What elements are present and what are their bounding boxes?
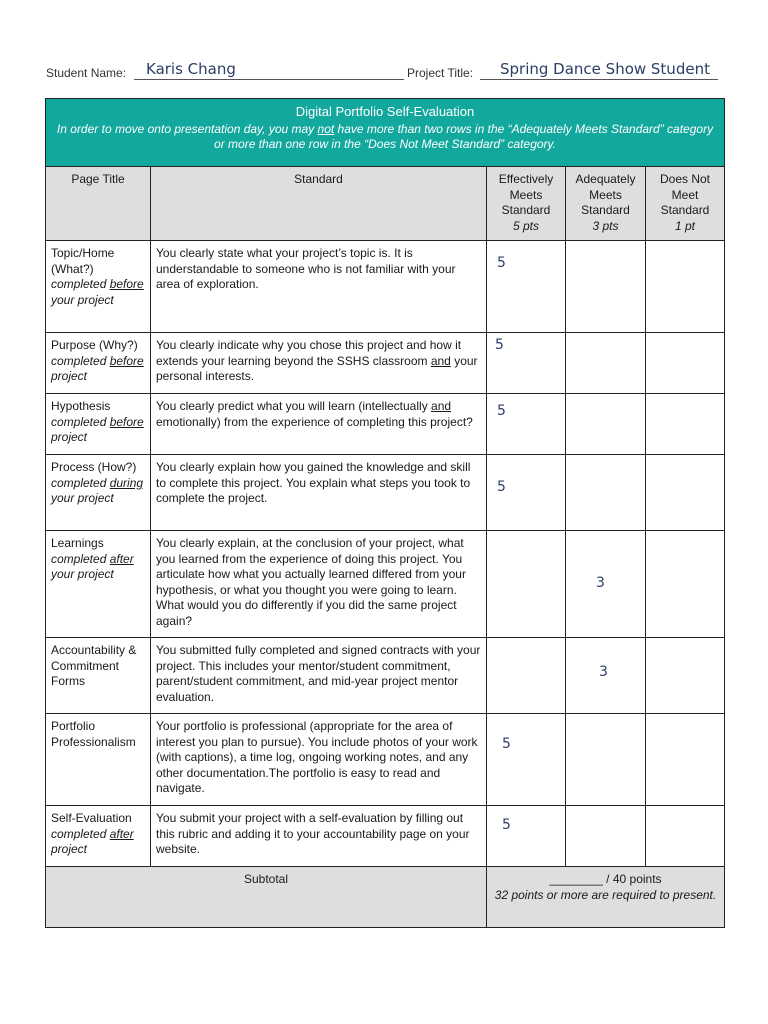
- effective-score-cell[interactable]: [487, 531, 566, 638]
- standard-underlined: and: [431, 399, 452, 413]
- standard-cell: [151, 455, 487, 531]
- student-name-line: [134, 79, 404, 80]
- col-effective-pts: 5 pts: [512, 218, 539, 233]
- note-text: completed: [51, 277, 110, 291]
- note-text-end: project: [51, 369, 88, 383]
- instructions-part-2: have more than two rows in the “Adequately Meets Standard” category or more than one row in the “Does Not Meet Standard” category.: [214, 121, 714, 151]
- col-effective: [487, 167, 566, 241]
- note-underlined: after: [109, 826, 134, 841]
- col-doesnot-line-3: Standard: [660, 203, 710, 217]
- note-text: completed: [51, 475, 110, 490]
- standard-cell: [151, 638, 487, 714]
- standard-cell: [151, 241, 487, 333]
- doesnot-score-cell[interactable]: [646, 394, 725, 455]
- note-underlined: before: [109, 353, 144, 368]
- table-row: [46, 638, 725, 714]
- page-title-cell: [46, 806, 151, 867]
- table-row: [46, 531, 725, 638]
- table-row: [46, 241, 725, 333]
- subtotal-row: [46, 867, 725, 928]
- note-underlined: before: [109, 414, 144, 429]
- note-underlined: before: [109, 277, 144, 291]
- adequate-score-cell[interactable]: [566, 531, 646, 638]
- subtotal-points-cell: [487, 867, 725, 928]
- effective-score-cell[interactable]: [487, 394, 566, 455]
- note-text-end: your project: [51, 567, 114, 581]
- page-title-note: [51, 476, 143, 506]
- adequate-score-cell[interactable]: [566, 333, 646, 394]
- doesnot-score-cell[interactable]: [646, 455, 725, 531]
- page-title-cell: [46, 241, 151, 333]
- adequate-score-cell[interactable]: [566, 241, 646, 333]
- note-text-end: your project: [51, 491, 114, 505]
- student-name-value[interactable]: Karis Chang: [146, 60, 236, 78]
- doesnot-score-cell[interactable]: [646, 531, 725, 638]
- page-title-cell: [46, 531, 151, 638]
- project-title-line: [480, 79, 718, 80]
- standard-text: You clearly explain how you gained the knowledge and skill to complete this project. You explain what steps you took to complete the project.: [156, 460, 471, 505]
- note-text-end: your project: [51, 292, 114, 307]
- col-effective-line-1: Effectively: [498, 172, 554, 186]
- standard-cell: [151, 531, 487, 638]
- adequate-score-cell[interactable]: [566, 806, 646, 867]
- note-underlined: during: [109, 475, 144, 490]
- rubric-title: Digital Portfolio Self-Evaluation: [295, 104, 475, 119]
- effective-score-cell[interactable]: [487, 241, 566, 333]
- page-title-text: Purpose (Why?): [51, 338, 138, 352]
- page-title-note: [51, 415, 144, 445]
- effective-score-cell[interactable]: [487, 806, 566, 867]
- page-title-text: Hypothesis: [51, 399, 111, 413]
- note-text: completed: [51, 353, 110, 368]
- table-row: [46, 333, 725, 394]
- standard-cell: [151, 333, 487, 394]
- page-title-cell: [46, 455, 151, 531]
- page-title-note: [51, 552, 134, 582]
- page-title-note: [51, 827, 134, 857]
- rubric-banner: [46, 99, 725, 167]
- col-adequate-line-1: Adequately: [575, 172, 636, 186]
- doesnot-score-cell[interactable]: [646, 333, 725, 394]
- effective-score: 5: [497, 255, 506, 271]
- note-text-end: project: [51, 430, 88, 444]
- table-row: [46, 806, 725, 867]
- adequate-score-cell[interactable]: [566, 638, 646, 714]
- page-title-text: Process (How?): [51, 460, 137, 474]
- project-title-value[interactable]: Spring Dance Show Student: [500, 60, 710, 78]
- adequate-score-cell[interactable]: [566, 394, 646, 455]
- page-title-note: [51, 354, 144, 384]
- column-header-row: [46, 167, 725, 241]
- page-title-text: Topic/Home (What?): [51, 246, 115, 276]
- rubric-instructions: [51, 122, 719, 152]
- standard-text-end: your personal interests.: [156, 353, 478, 383]
- standard-cell: [151, 714, 487, 806]
- col-doesnot-pts: 1 pt: [675, 218, 696, 233]
- student-header: [46, 60, 726, 82]
- standard-underlined: and: [430, 353, 451, 368]
- standard-text: You clearly explain, at the conclusion of your project, what you learned from the experience of doing this project. You articulate how what you actually learned differed from your hypothesis, or what you thought you were going to learn. What would you do differently if you did the same project again?: [156, 536, 466, 628]
- col-adequate-line-3: Standard: [581, 203, 630, 217]
- standard-text-end: emotionally) from the experience of completing this project?: [156, 414, 473, 429]
- self-evaluation-rubric: [45, 98, 725, 928]
- col-doesnot-line-2: Meet: [671, 187, 699, 202]
- standard-text: You submit your project with a self-evaluation by filling out this rubric and adding it to your accountability page on your website.: [156, 811, 470, 856]
- col-page-title: Page Title: [46, 167, 151, 241]
- effective-score: 5: [502, 736, 511, 752]
- page-title-cell: [46, 333, 151, 394]
- standard-text: You clearly state what your project’s topic is. It is understandable to someone who is not familiar with your area of exploration.: [156, 246, 456, 291]
- adequate-score-cell[interactable]: [566, 455, 646, 531]
- note-text: completed: [51, 414, 110, 429]
- col-doesnot: [646, 167, 725, 241]
- note-text: completed: [51, 551, 110, 566]
- page-title-text: Learnings: [51, 536, 104, 550]
- doesnot-score-cell[interactable]: [646, 638, 725, 714]
- effective-score-cell[interactable]: [487, 714, 566, 806]
- standard-text: You submitted fully completed and signed contracts with your project. This includes your mentor/student commitment, parent/student commitment, and mid-year project mentor evaluation.: [156, 643, 481, 704]
- standard-text: Your portfolio is professional (appropriate for the area of interest you plan to pursue). You include photos of your work (with captions), a time log, ongoing working notes, and any other documentation.The portfolio is easy to read and navigate.: [156, 719, 478, 795]
- note-underlined: after: [109, 551, 134, 566]
- col-doesnot-line-1: Does Not: [659, 172, 711, 186]
- effective-score-cell[interactable]: [487, 638, 566, 714]
- col-adequate-line-2: Meets: [589, 187, 622, 202]
- col-adequate: [566, 167, 646, 241]
- subtotal-label: Subtotal: [46, 867, 487, 928]
- page-title-text: Accountability & Commitment Forms: [51, 643, 137, 688]
- student-name-label: Student Name:: [46, 66, 127, 80]
- table-row: [46, 714, 725, 806]
- effective-score-cell[interactable]: [487, 455, 566, 531]
- page-title-text: Portfolio Professionalism: [51, 719, 136, 749]
- project-title-label: Project Title:: [407, 66, 474, 80]
- doesnot-score-cell[interactable]: [646, 714, 725, 806]
- banner-cell: [46, 99, 725, 167]
- table-row: [46, 394, 725, 455]
- page-title-cell: [46, 714, 151, 806]
- page-title-note: [51, 277, 144, 307]
- adequate-score-cell[interactable]: [566, 714, 646, 806]
- standard-text: You clearly indicate why you chose this project and how it extends your learning beyond the SSHS classroom: [156, 338, 462, 368]
- page-title-text: Self-Evaluation: [51, 811, 132, 825]
- instructions-part-1: In order to move onto presentation day, you may: [56, 121, 318, 136]
- doesnot-score-cell[interactable]: [646, 241, 725, 333]
- subtotal-required: 32 points or more are required to present.: [494, 887, 717, 902]
- note-text-end: project: [51, 842, 88, 856]
- col-adequate-pts: 3 pts: [592, 218, 619, 233]
- effective-score: 5: [497, 403, 506, 419]
- adequate-score: 3: [596, 575, 605, 591]
- doesnot-score-cell[interactable]: [646, 806, 725, 867]
- standard-text: You clearly predict what you will learn (intellectually: [156, 399, 432, 413]
- page-title-cell: [46, 394, 151, 455]
- page-title-cell: [46, 638, 151, 714]
- effective-score: 5: [495, 337, 504, 353]
- col-effective-line-3: Standard: [501, 203, 551, 217]
- col-effective-line-2: Meets: [509, 187, 543, 202]
- col-standard: Standard: [151, 167, 487, 241]
- adequate-score: 3: [599, 664, 608, 680]
- effective-score: 5: [497, 479, 506, 495]
- standard-cell: [151, 394, 487, 455]
- effective-score: 5: [502, 817, 511, 833]
- note-text: completed: [51, 826, 110, 841]
- instructions-not: not: [317, 121, 335, 136]
- effective-score-cell[interactable]: [487, 333, 566, 394]
- table-row: [46, 455, 725, 531]
- standard-cell: [151, 806, 487, 867]
- subtotal-points[interactable]: ________ / 40 points: [549, 872, 662, 886]
